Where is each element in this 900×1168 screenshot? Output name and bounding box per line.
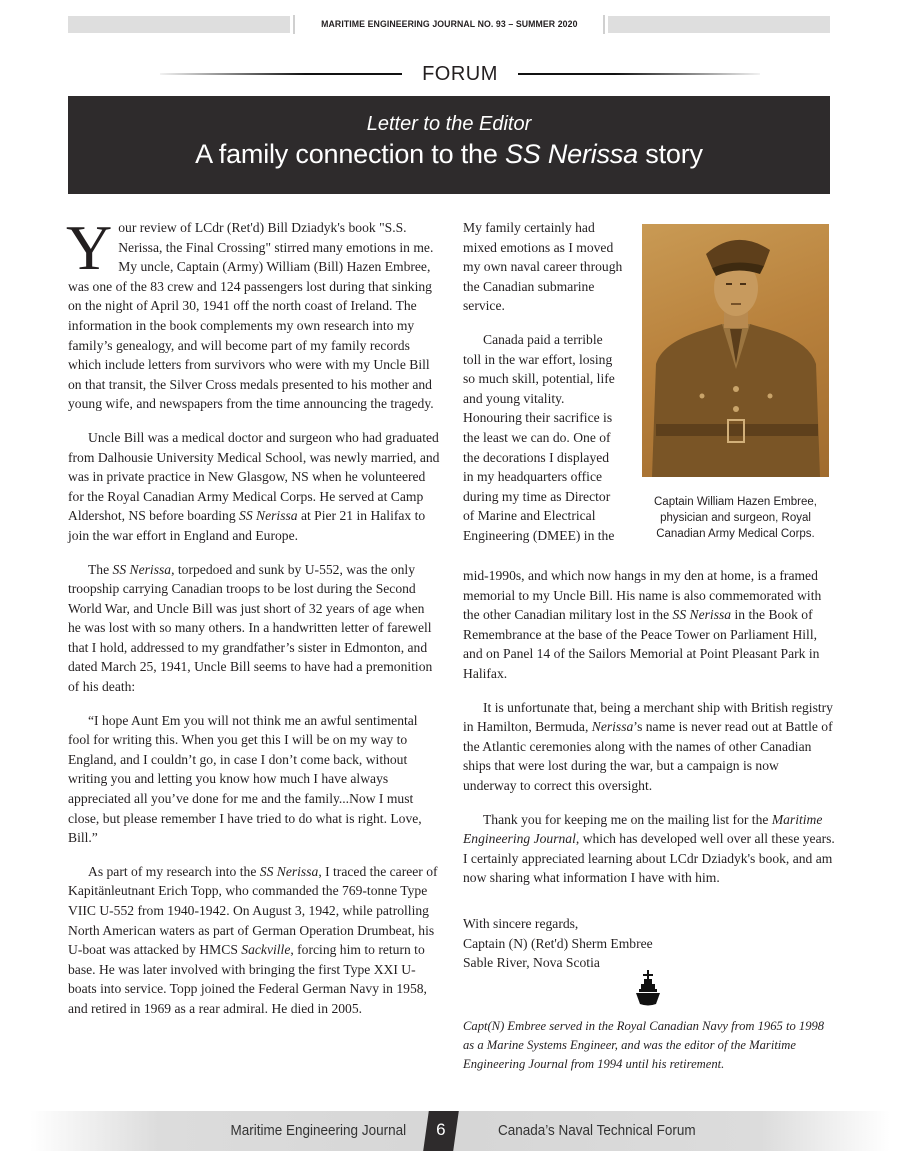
paragraph xyxy=(463,810,835,888)
header-bar-left xyxy=(68,16,290,33)
header-bar-right xyxy=(608,16,830,33)
paragraph-text: at Pier 21 in Halifax to join the war effort in England and Europe. xyxy=(68,508,426,543)
journal-name: Maritime Engineering Journal xyxy=(463,811,823,847)
title-text: A family connection to the xyxy=(195,139,505,169)
divider xyxy=(160,73,402,75)
signoff-closing: With sincere regards, xyxy=(463,916,579,931)
paragraph-text: Thank you for keeping me on the mailing list for the xyxy=(483,811,772,827)
ship-icon xyxy=(634,970,662,1006)
signoff-name: Captain (N) (Ret'd) Sherm Embree xyxy=(463,935,653,951)
article-column-2-top xyxy=(463,218,623,560)
quote-paragraph: “I hope Aunt Em you will not think me an awful sentimental fool for writing this. When you get this I will be on my way to England, and I couldn’t go, in case I don’t come back, without writing you and letting you know how much I have always appreciated all you’ve done for me and the family...Now I must close, but please remember I have tried to do what is right. Love, Bill.” xyxy=(68,712,422,846)
paragraph-text: , I traced the career of Kapitänleutnant Erich Topp, who commanded the 769-tonne Type VIIC U-552 from 1940-1942. On August 3, 1942, while patrolling North American waters as part of German Operation Drumbeat, his U-boat was attacked by HMCS xyxy=(68,863,438,958)
ship-name: SS Nerissa xyxy=(259,863,319,879)
footer-tagline: Canada’s Naval Technical Forum xyxy=(498,1122,696,1139)
title-ship-name: SS Nerissa xyxy=(504,139,638,169)
article-column-2-bottom xyxy=(463,566,835,902)
paragraph xyxy=(66,212,440,414)
footer-journal-name: Maritime Engineering Journal xyxy=(230,1122,406,1139)
paragraph: My family certainly had mixed emotions as I moved my own naval career through the Canadian submarine service. xyxy=(463,220,623,314)
paragraph-text: ’s name is never read out at Battle of the Atlantic ceremonies along with the names of other Canadian ships that were lost during the war, but a campaign is now underway to correct this oversight. xyxy=(463,719,833,793)
paragraph-text: , torpedoed and sunk by U-552, was the only troopship carrying Canadian troops to be lost during the Second World War, and Uncle Bill was just short of 32 years of age when he was lost with so many others. In a handwritten letter of farewell that I hold, addressed to my grandfather’s sister in Edmonton, and dated March 25, 1941, Uncle Bill seems to have had a premonition of his death: xyxy=(68,561,433,695)
paragraph-text: , forcing him to return to base. He was later involved with bringing the first Type XXI U-boats into service. Topp joined the Federal German Navy in 1958, and retired in 1969 as a rear admiral. He died in 2005. xyxy=(68,942,427,1016)
signoff-location: Sable River, Nova Scotia xyxy=(463,955,600,971)
paragraph-text: mid-1990s, and which now hangs in my den at home, is a framed memorial to my Uncle Bill. His name is also commemorated with the other Canadian military lost in the xyxy=(463,568,822,623)
paragraph xyxy=(68,428,440,546)
drop-cap: Y xyxy=(66,212,113,283)
paragraph-text: As part of my research into the xyxy=(88,863,260,879)
article-title xyxy=(68,139,830,170)
title-banner xyxy=(68,96,830,194)
page-number xyxy=(423,1111,459,1151)
portrait-icon xyxy=(642,224,829,477)
running-header xyxy=(68,16,830,33)
paragraph xyxy=(68,560,440,697)
paragraph: Canada paid a terrible toll in the war effort, losing so much skill, potential, life and young vitality. Honouring their sacrifice is the least we can do. One of the decorations I displayed in my headquarters office during my time as Director of Marine and Electrical Engineering (DMEE) in the xyxy=(463,331,615,543)
section-label: FORUM xyxy=(422,62,498,85)
paragraph xyxy=(463,566,835,684)
paragraph-text: our review of LCdr (Ret'd) Bill Dziadyk's book "S.S. Nerissa, the Final Crossing" stirred many emotions in me. My uncle, Captain (Army) William (Bill) Hazen Embree, was one of the 83 crew and 124 passengers lost during that sinking on the night of April 30, 1941 off the north coast of Ireland. The information in the book complements my own research into my family’s genealogy, and will become part of my family records which include letters from survivors who were with my Uncle Bill on that transit, the Silver Cross medals presented to his mother and young wife, and newspapers from the time announcing the tragedy. xyxy=(68,220,434,412)
signoff xyxy=(463,914,835,973)
paragraph xyxy=(68,862,440,1019)
ship-name: Sackville xyxy=(241,942,291,958)
photo-caption: Captain William Hazen Embree, physician and surgeon, Royal Canadian Army Medical Corps. xyxy=(654,496,817,540)
running-header-text: MARITIME ENGINEERING JOURNAL NO. 93 – SUMMER 2020 xyxy=(320,19,578,30)
paragraph-text: It is unfortunate that, being a merchant ship with British registry in Hamilton, Bermuda, xyxy=(463,699,833,735)
article-kicker: Letter to the Editor xyxy=(366,113,532,135)
portrait-photo xyxy=(642,224,829,477)
author-bio: Capt(N) Embree served in the Royal Canadian Navy from 1965 to 1998 as a Marine Systems Engineer, and was the editor of the Maritime Engineering Journal from 1994 until his retirement. xyxy=(463,1019,825,1071)
section-heading xyxy=(160,61,760,87)
divider xyxy=(293,15,295,34)
ship-name: SS Nerissa xyxy=(239,508,298,524)
paragraph-text: The xyxy=(88,561,113,577)
divider xyxy=(603,15,605,34)
page-number-text: 6 xyxy=(436,1120,446,1139)
page-footer xyxy=(30,1111,890,1151)
title-text: story xyxy=(638,139,703,169)
paragraph-text: , which has developed well over all these years. I certainly appreciated learning about LCdr Dziadyk's book, and am now sharing what information I have with him. xyxy=(463,831,835,886)
ship-name: SS Nerissa xyxy=(672,607,732,623)
ship-name: SS Nerissa xyxy=(112,561,172,577)
paragraph xyxy=(463,698,835,796)
article-column-1 xyxy=(66,212,440,1033)
ship-name: Nerissa xyxy=(591,719,634,735)
paragraph-text: in the Book of Remembrance at the base of the Peace Tower on Parliament Hill, and on Panel 14 of the Sailors Memorial at Point Pleasant Park in Halifax. xyxy=(463,607,820,681)
divider xyxy=(518,73,760,75)
paragraph-text: Uncle Bill was a medical doctor and surgeon who had graduated from Dalhousie University Medical School, was newly married, and was in private practice in New Glasgow, NS when he volunteered for the Royal Canadian Army Medical Corps. He served at Camp Aldershot, NS before boarding xyxy=(68,429,440,524)
